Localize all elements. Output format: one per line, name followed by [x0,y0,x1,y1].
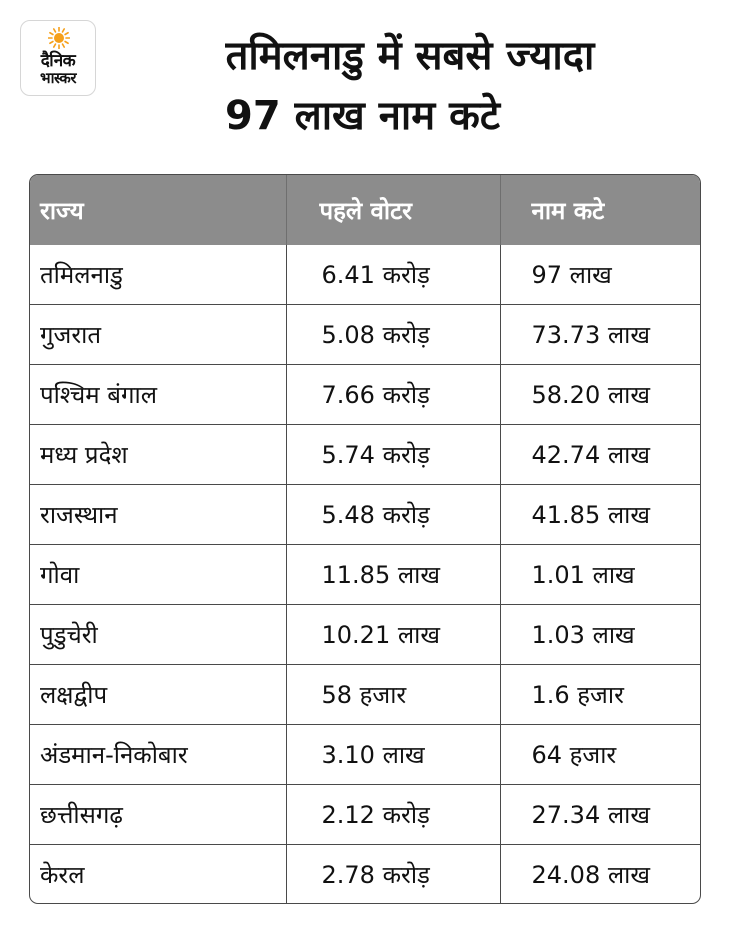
cell-names-cut: 73.73 लाख [500,305,700,365]
cell-names-cut: 64 हजार [500,725,700,785]
cell-state: गुजरात [30,305,286,365]
brand-name-line2: भास्कर [40,69,76,87]
headline [110,26,710,146]
table-header-row [30,175,700,245]
cell-names-cut: 58.20 लाख [500,365,700,425]
cell-state: लक्षद्वीप [30,665,286,725]
cell-names-cut: 97 लाख [531,261,612,289]
cell-voters-before: 10.21 लाख [286,605,500,665]
table-row [30,605,700,665]
cell-voters-before: 5.74 करोड़ [286,425,500,485]
cell-names-cut: 1.03 लाख [500,605,700,665]
cell-state: तमिलनाडु [30,245,286,305]
cell-names-cut: 1.01 लाख [500,545,700,605]
headline-line2: 97 लाख नाम कटे [224,93,500,139]
cell-voters-before: 2.78 करोड़ [286,845,500,905]
cell-names-cut: 1.6 हजार [500,665,700,725]
cell-state: राजस्थान [30,485,286,545]
headline-line1: तमिलनाडु में सबसे ज्यादा [225,33,595,79]
table-row [30,365,700,425]
cell-names-cut: 27.34 लाख [500,785,700,845]
table-row [30,545,700,605]
cell-voters-before: 3.10 लाख [286,725,500,785]
brand-name-line1: दैनिक [40,51,76,71]
table-row [30,845,700,905]
table-row [30,245,700,305]
cell-voters-before: 5.48 करोड़ [286,485,500,545]
cell-voters-before: 2.12 करोड़ [286,785,500,845]
table-row [30,485,700,545]
table-body [30,245,700,904]
cell-names-cut: 41.85 लाख [500,485,700,545]
cell-state: पश्चिम बंगाल [30,365,286,425]
cell-voters-before: 5.08 करोड़ [286,305,500,365]
voter-table [29,174,701,904]
table-row [30,665,700,725]
cell-voters-before: 58 हजार [286,665,500,725]
cell-names-cut: 42.74 लाख [500,425,700,485]
brand-logo [20,20,96,96]
cell-voters-before: 6.41 करोड़ [286,245,500,305]
table-row [30,725,700,785]
header-voters-before: पहले वोटर [286,175,500,245]
cell-voters-before: 7.66 करोड़ [286,365,500,425]
cell-state: गोवा [30,545,286,605]
header-state: राज्य [30,175,286,245]
cell-names-cut: 24.08 लाख [500,845,700,905]
header-names-cut: नाम कटे [500,175,700,245]
cell-state: छत्तीसगढ़ [30,785,286,845]
sun-icon [48,27,70,49]
table-row [30,425,700,485]
cell-state: अंडमान-निकोबार [30,725,286,785]
cell-voters-before: 11.85 लाख [286,545,500,605]
table-row [30,305,700,365]
table-row [30,785,700,845]
cell-state: केरल [30,845,286,905]
cell-state: मध्य प्रदेश [30,425,286,485]
cell-state: पुडुचेरी [30,605,286,665]
